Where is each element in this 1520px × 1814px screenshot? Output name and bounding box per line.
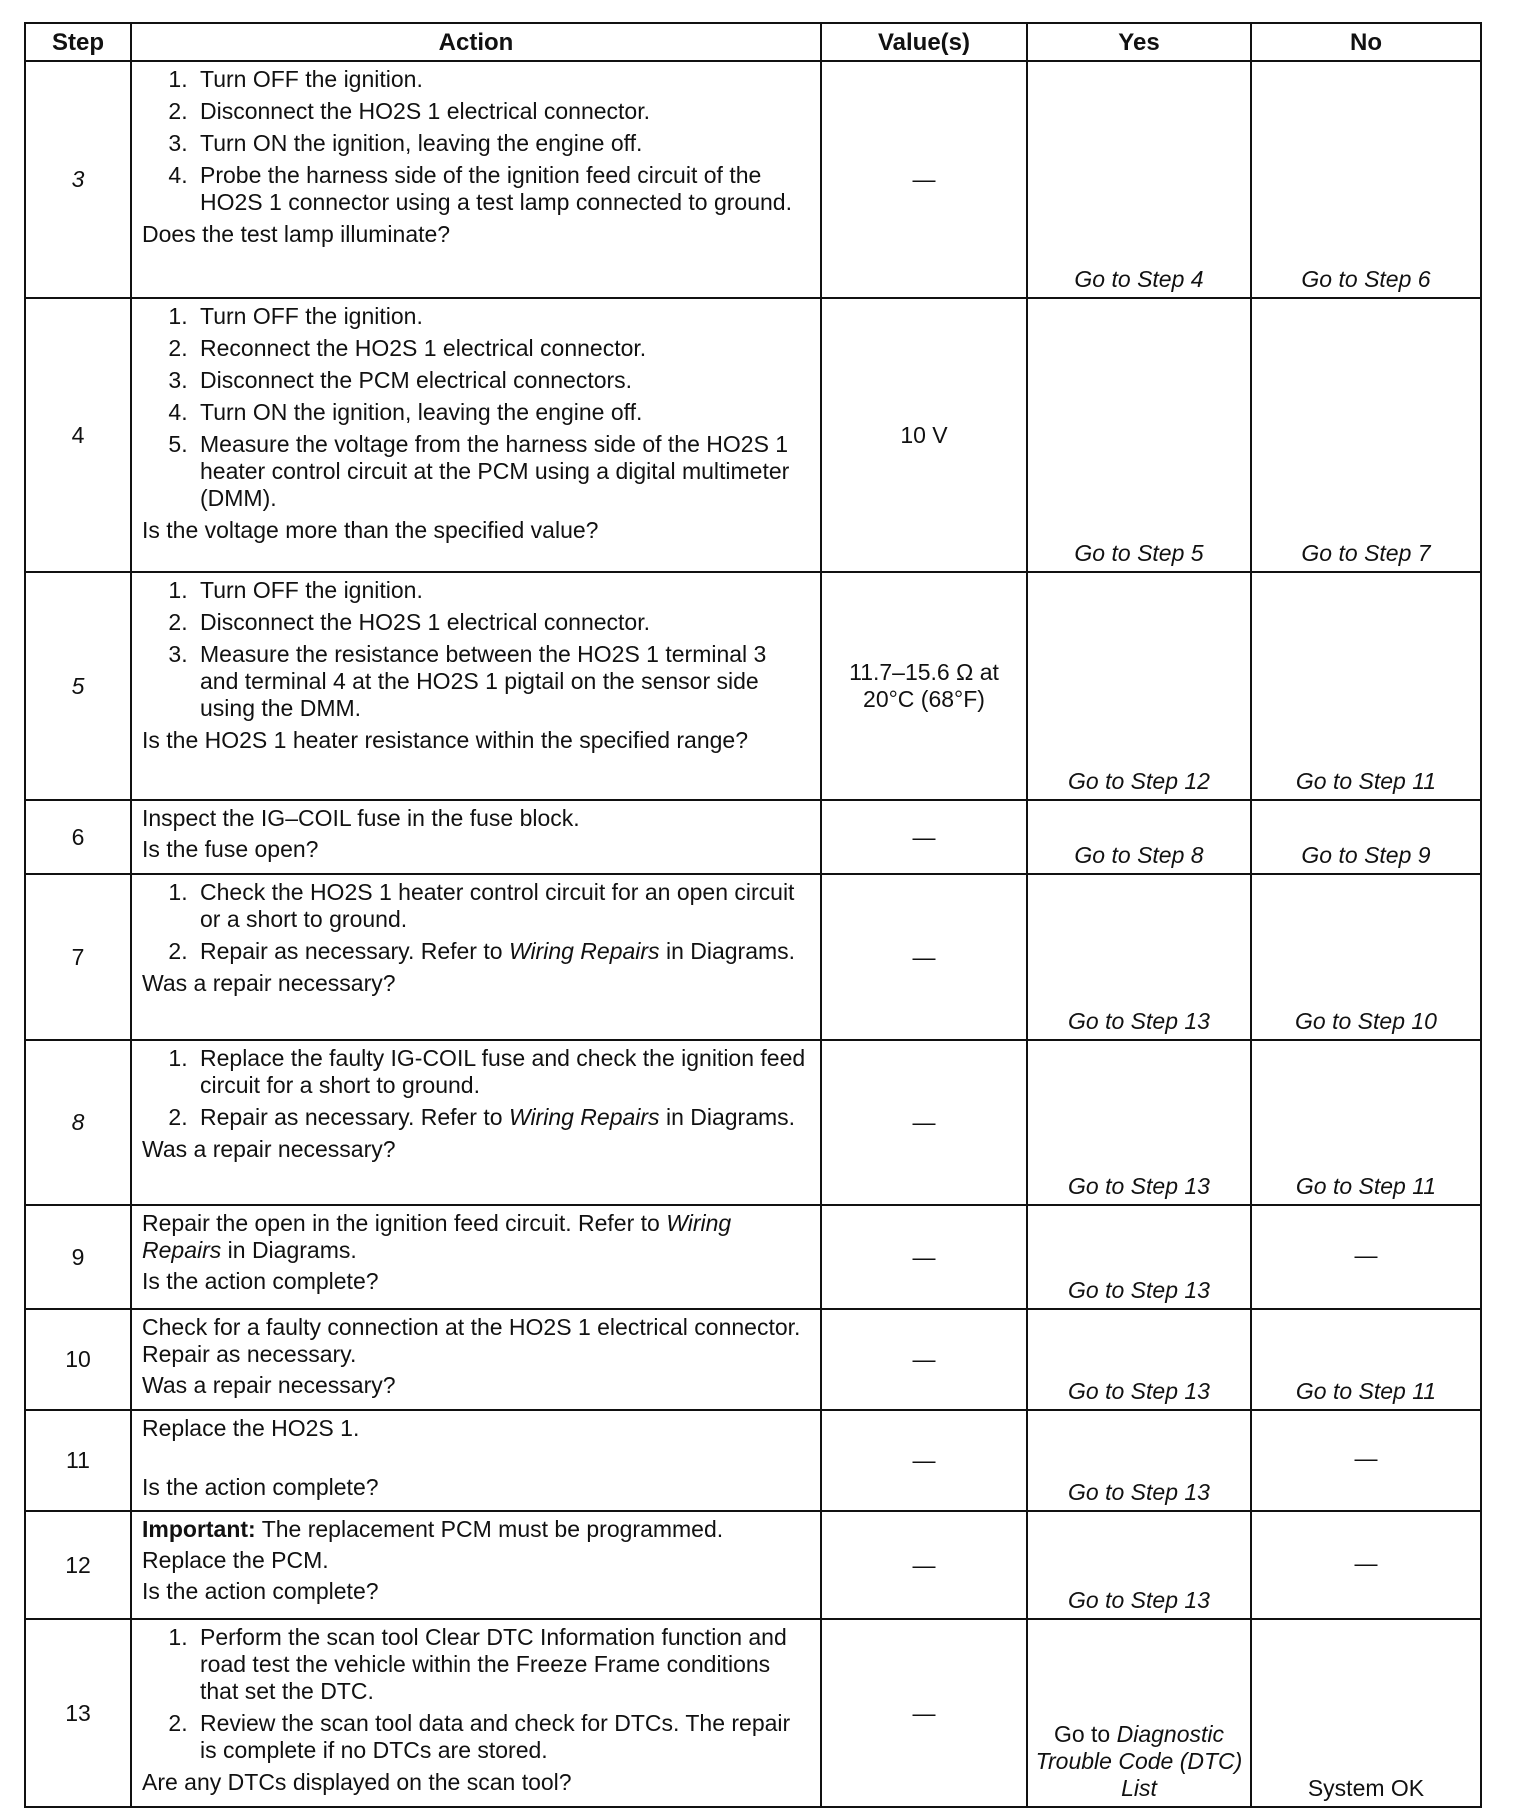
no-cell: Go to Step 11 [1251,572,1481,800]
yes-cell: Go to Step 5 [1027,298,1251,572]
step-number: 8 [25,1040,131,1205]
header-no: No [1251,23,1481,61]
action-item: 5. Measure the voltage from the harness side of the HO2S 1 heater control circuit at the PCM using a digital multimeter (DMM). [194,431,810,512]
step-number: 6 [25,800,131,874]
action-text: Repair as necessary. Refer to [200,938,509,964]
table-row [25,572,1481,800]
action-question: Is the action complete? [142,1268,379,1294]
action-list [142,66,810,216]
table-row [25,800,1481,874]
action-list [142,1624,810,1764]
yes-prefix: Go to [1053,1721,1117,1747]
action-item: 1. Turn OFF the ignition. [194,577,810,604]
action-cell [131,800,821,874]
action-item: 2. Review the scan tool data and check for DTCs. The repair is complete if no DTCs are stored. [194,1710,810,1764]
important-label: Important: [142,1516,256,1542]
table-row [25,1309,1481,1410]
action-question: Is the voltage more than the specified value? [142,517,599,543]
header-yes: Yes [1027,23,1251,61]
action-question: Is the action complete? [142,1474,379,1500]
no-cell: Go to Step 11 [1251,1309,1481,1410]
action-text: Inspect the IG–COIL fuse in the fuse block. [142,805,580,831]
yes-cell: Go to Step 8 [1027,800,1251,874]
value-cell: — [821,1205,1027,1309]
action-question: Does the test lamp illuminate? [142,221,451,247]
header-step: Step [25,23,131,61]
value-cell: — [821,874,1027,1040]
action-cell [131,61,821,298]
action-text: Check for a faulty connection at the HO2S 1 electrical connector. Repair as necessary. [142,1314,801,1367]
action-item: 4. Turn ON the ignition, leaving the engine off. [194,399,810,426]
action-item [194,1104,810,1131]
header-action: Action [131,23,821,61]
action-text: in Diagrams. [659,938,796,964]
yes-cell: Go to Step 4 [1027,61,1251,298]
action-cell [131,1511,821,1619]
step-number: 9 [25,1205,131,1309]
action-question: Is the action complete? [142,1578,379,1604]
no-cell: Go to Step 7 [1251,298,1481,572]
value-cell: — [821,1619,1027,1807]
yes-cell: Go to Step 13 [1027,1410,1251,1511]
wiring-repairs-reference: Wiring Repairs [142,1210,732,1263]
action-item: 4. Probe the harness side of the ignition feed circuit of the HO2S 1 connector using a test lamp connected to ground. [194,162,810,216]
table-row [25,1410,1481,1511]
wiring-repairs-reference: Wiring Repairs [508,1104,660,1130]
no-cell: System OK [1251,1619,1481,1807]
action-item: 3. Disconnect the PCM electrical connectors. [194,367,810,394]
value-cell: — [821,800,1027,874]
value-cell: — [821,61,1027,298]
dtc-list-reference: Diagnostic Trouble Code (DTC) List [1035,1721,1243,1801]
yes-cell: Go to Step 13 [1027,1309,1251,1410]
action-question: Are any DTCs displayed on the scan tool? [142,1769,572,1795]
value-cell: — [821,1309,1027,1410]
yes-cell: Go to Step 13 [1027,1205,1251,1309]
action-cell [131,1205,821,1309]
table-row [25,61,1481,298]
wiring-repairs-reference: Wiring Repairs [508,938,660,964]
action-item: 2. Disconnect the HO2S 1 electrical connector. [194,609,810,636]
no-cell: — [1251,1205,1481,1309]
yes-cell: Go to Step 13 [1027,1040,1251,1205]
yes-cell [1027,1619,1251,1807]
action-cell [131,1410,821,1511]
value-cell: — [821,1410,1027,1511]
table-row [25,1040,1481,1205]
yes-cell: Go to Step 13 [1027,1511,1251,1619]
table-row [25,874,1481,1040]
value-cell [821,572,1027,800]
action-item: 2. Disconnect the HO2S 1 electrical connector. [194,98,810,125]
action-list [142,1045,810,1131]
action-item: 1. Turn OFF the ignition. [194,66,810,93]
step-number: 10 [25,1309,131,1410]
value-line: 11.7–15.6 Ω at [849,659,999,685]
action-cell [131,298,821,572]
yes-cell: Go to Step 12 [1027,572,1251,800]
value-cell: 10 V [821,298,1027,572]
no-cell: Go to Step 11 [1251,1040,1481,1205]
yes-cell: Go to Step 13 [1027,874,1251,1040]
value-cell: — [821,1511,1027,1619]
action-cell [131,572,821,800]
table-row [25,1205,1481,1309]
action-list [142,879,810,965]
action-item: 1. Replace the faulty IG-COIL fuse and check the ignition feed circuit for a short to ground. [194,1045,810,1099]
table-row [25,1511,1481,1619]
action-question: Is the HO2S 1 heater resistance within the specified range? [142,727,749,753]
no-cell: Go to Step 10 [1251,874,1481,1040]
header-values: Value(s) [821,23,1027,61]
value-cell: — [821,1040,1027,1205]
action-text-part: in Diagrams. [221,1237,357,1263]
action-item: 3. Turn ON the ignition, leaving the engine off. [194,130,810,157]
step-number: 13 [25,1619,131,1807]
action-question: Is the fuse open? [142,836,319,862]
no-cell: — [1251,1410,1481,1511]
important-note [142,1516,810,1543]
action-list [142,303,810,512]
diagnostic-table [24,22,1482,1808]
action-cell [131,1040,821,1205]
action-item: 1. Turn OFF the ignition. [194,303,810,330]
action-item: 3. Measure the resistance between the HO2S 1 terminal 3 and terminal 4 at the HO2S 1 pigtail on the sensor side using the DMM. [194,641,810,722]
step-number: 3 [25,61,131,298]
action-cell [131,1309,821,1410]
action-text [142,1210,810,1264]
step-number: 12 [25,1511,131,1619]
action-text: Repair as necessary. Refer to [200,1104,509,1130]
step-number: 7 [25,874,131,1040]
action-text-part: Repair the open in the ignition feed circuit. Refer to [142,1210,667,1236]
action-item: 1. Check the HO2S 1 heater control circuit for an open circuit or a short to ground. [194,879,810,933]
action-text: in Diagrams. [659,1104,796,1130]
action-item [194,938,810,965]
action-cell [131,1619,821,1807]
table-row [25,298,1481,572]
action-question: Was a repair necessary? [142,1136,396,1162]
action-item: 1. Perform the scan tool Clear DTC Information function and road test the vehicle within the Freeze Frame conditions that set the DTC. [194,1624,810,1705]
action-list [142,577,810,722]
action-text: Replace the PCM. [142,1547,329,1573]
action-question: Was a repair necessary? [142,1372,396,1398]
action-text: Replace the HO2S 1. [142,1415,360,1441]
action-question: Was a repair necessary? [142,970,396,996]
value-line: 20°C (68°F) [863,686,985,712]
step-number: 5 [25,572,131,800]
action-item: 2. Reconnect the HO2S 1 electrical connector. [194,335,810,362]
table-row [25,1619,1481,1807]
important-text: The replacement PCM must be programmed. [255,1516,724,1542]
action-cell [131,874,821,1040]
no-cell: Go to Step 9 [1251,800,1481,874]
header-row [25,23,1481,61]
step-number: 11 [25,1410,131,1511]
step-number: 4 [25,298,131,572]
no-cell: Go to Step 6 [1251,61,1481,298]
no-cell: — [1251,1511,1481,1619]
